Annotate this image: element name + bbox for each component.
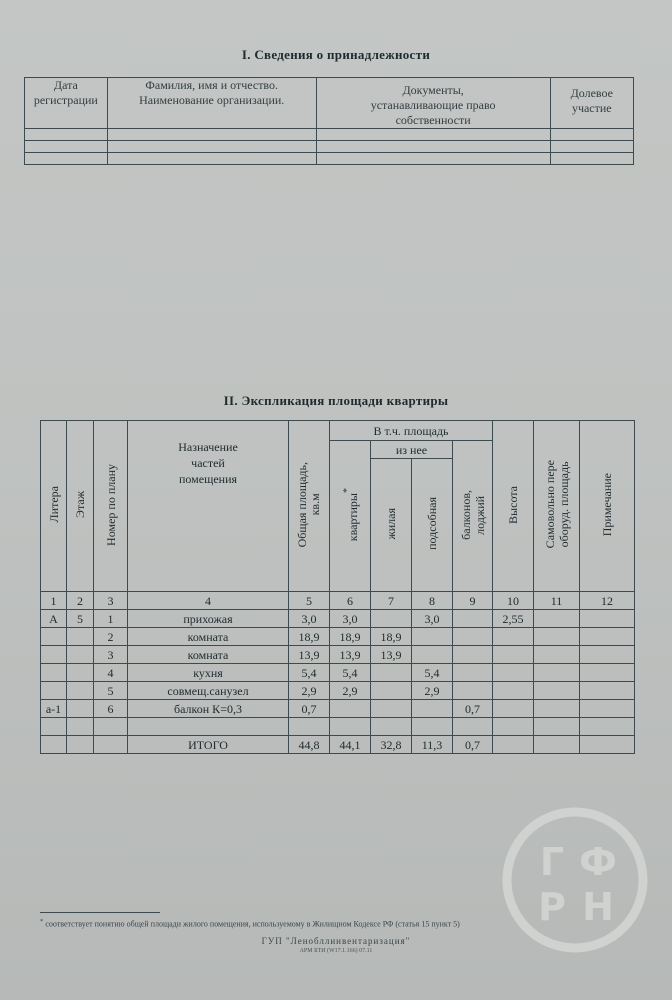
hdr-text — [341, 488, 360, 541]
cell-total: 5,4 — [289, 664, 330, 682]
hdr-line: Документы, — [402, 83, 464, 97]
cell-floor — [67, 628, 94, 646]
cell-name: комната — [128, 646, 289, 664]
hdr-line: Фамилия, имя и отчество. — [145, 78, 279, 92]
cell-height — [493, 664, 534, 682]
hdr-plan-no — [94, 421, 128, 592]
cell-floor: 5 — [67, 610, 94, 628]
col-documents — [316, 78, 550, 129]
hdr-line: Наименование организации. — [139, 93, 285, 107]
hdr-height — [493, 421, 534, 592]
cell-height: 2,55 — [493, 610, 534, 628]
cell-no: 5 — [94, 682, 128, 700]
cell-balc — [453, 610, 493, 628]
col-number: 12 — [580, 592, 635, 610]
cell-height — [493, 700, 534, 718]
cell-balc — [453, 682, 493, 700]
col-share — [550, 78, 633, 129]
total-living: 32,8 — [371, 736, 412, 754]
cell-litera: а-1 — [41, 700, 67, 718]
footnote-mark: * — [40, 918, 44, 925]
hdr-self-reconstructed — [534, 421, 580, 592]
empty-cell — [67, 718, 94, 736]
hdr-total-area — [289, 421, 330, 592]
total-total: 44,8 — [289, 736, 330, 754]
seal-letter: Г — [539, 840, 565, 884]
col-owner-name — [107, 78, 316, 129]
hdr-line: устанавливающие право — [370, 98, 496, 112]
hdr-line: оборуд. площадь — [556, 461, 571, 548]
footnote-divider — [40, 912, 160, 913]
cell-name: совмещ.санузел — [128, 682, 289, 700]
hdr-balconies — [453, 441, 493, 592]
cell-aux: 2,9 — [412, 682, 453, 700]
hdr-floor — [67, 421, 94, 592]
section1-title: I. Сведения о принадлежности — [241, 47, 431, 62]
cell-balc: 0,7 — [453, 700, 493, 718]
empty-cell — [107, 141, 316, 153]
cell-apt — [330, 700, 371, 718]
col-number: 2 — [67, 592, 94, 610]
ownership-table — [24, 77, 634, 165]
cell-litera — [41, 682, 67, 700]
cell-total: 3,0 — [289, 610, 330, 628]
col-number: 5 — [289, 592, 330, 610]
hdr-note — [580, 421, 635, 592]
cell-aux — [412, 646, 453, 664]
cell-self — [534, 664, 580, 682]
cell-aux: 5,4 — [412, 664, 453, 682]
empty-cell — [371, 718, 412, 736]
hdr-line: квартиры — [345, 492, 360, 542]
hdr-text — [543, 460, 571, 548]
cell-no: 1 — [94, 610, 128, 628]
empty-cell — [316, 129, 550, 141]
organization-name: ГУП "Ленобллинвентаризация" — [261, 936, 411, 946]
empty-cell — [41, 736, 67, 754]
cell-height — [493, 628, 534, 646]
empty-cell — [107, 153, 316, 165]
cell-self — [534, 700, 580, 718]
hdr-text — [296, 462, 322, 547]
cell-aux — [412, 628, 453, 646]
cell-living — [371, 682, 412, 700]
empty-cell — [25, 141, 108, 153]
hdr-text — [459, 490, 487, 540]
seal-letter: Н — [582, 885, 614, 929]
footnote — [40, 918, 460, 929]
hdr-line: Долевое — [570, 86, 613, 100]
empty-cell — [453, 718, 493, 736]
empty-cell — [94, 718, 128, 736]
total-balc: 0,7 — [453, 736, 493, 754]
cell-name: комната — [128, 628, 289, 646]
hdr-living — [371, 459, 412, 592]
col-number: 4 — [128, 592, 289, 610]
hdr-apartments — [330, 441, 371, 592]
empty-cell — [330, 718, 371, 736]
cell-living — [371, 664, 412, 682]
watermark-seal-icon — [500, 805, 650, 955]
explication-table — [40, 420, 635, 754]
col-number: 1 — [41, 592, 67, 610]
cell-total: 0,7 — [289, 700, 330, 718]
cell-apt: 13,9 — [330, 646, 371, 664]
hdr-line: помещения — [178, 472, 238, 486]
cell-name: прихожая — [128, 610, 289, 628]
hdr-incl-area: В т.ч. площадь — [330, 421, 493, 441]
table-row — [41, 700, 635, 718]
empty-cell — [67, 736, 94, 754]
empty-cell — [94, 736, 128, 754]
cell-total: 2,9 — [289, 682, 330, 700]
cell-note — [580, 610, 635, 628]
col-reg-date — [25, 78, 108, 129]
empty-cell — [550, 153, 633, 165]
empty-cell — [580, 718, 635, 736]
cell-balc — [453, 664, 493, 682]
empty-cell — [493, 736, 534, 754]
cell-name: кухня — [128, 664, 289, 682]
cell-no: 4 — [94, 664, 128, 682]
total-row — [41, 736, 635, 754]
cell-living: 18,9 — [371, 628, 412, 646]
col-number: 8 — [412, 592, 453, 610]
cell-aux: 3,0 — [412, 610, 453, 628]
blank-row — [41, 718, 635, 736]
hdr-text: Этаж — [73, 491, 87, 518]
table-row — [41, 682, 635, 700]
table-row — [41, 646, 635, 664]
hdr-line: Самовольно пере — [542, 460, 557, 549]
table-row — [41, 610, 635, 628]
cell-floor — [67, 646, 94, 664]
cell-note — [580, 700, 635, 718]
footnote-mark: * — [341, 487, 353, 493]
cell-apt: 18,9 — [330, 628, 371, 646]
cell-no: 6 — [94, 700, 128, 718]
cell-height — [493, 682, 534, 700]
cell-living — [371, 700, 412, 718]
cell-living — [371, 610, 412, 628]
hdr-line: участие — [571, 101, 612, 115]
hdr-line: Общая площадь, — [295, 461, 309, 548]
hdr-text: Номер по плану — [103, 463, 118, 546]
col-number: 11 — [534, 592, 580, 610]
hdr-litera — [41, 421, 67, 592]
section2-title: II. Экспликация площади квартиры — [223, 393, 449, 408]
cell-litera — [41, 628, 67, 646]
col-number: 10 — [493, 592, 534, 610]
hdr-line: частей — [191, 456, 225, 470]
empty-cell — [107, 129, 316, 141]
cell-self — [534, 610, 580, 628]
hdr-purpose — [128, 421, 289, 592]
table-row — [41, 664, 635, 682]
hdr-text: Примечание — [600, 472, 614, 537]
empty-cell — [534, 736, 580, 754]
column-numbers-row — [41, 592, 635, 610]
empty-cell — [289, 718, 330, 736]
cell-aux — [412, 700, 453, 718]
empty-cell — [25, 153, 108, 165]
cell-apt: 5,4 — [330, 664, 371, 682]
total-apt: 44,1 — [330, 736, 371, 754]
cell-floor — [67, 682, 94, 700]
cell-self — [534, 628, 580, 646]
total-aux: 11,3 — [412, 736, 453, 754]
hdr-auxiliary — [412, 459, 453, 592]
col-number: 9 — [453, 592, 493, 610]
hdr-line: Назначение — [178, 440, 238, 454]
cell-total: 18,9 — [289, 628, 330, 646]
seal-letter: Р — [538, 885, 566, 929]
cell-note — [580, 646, 635, 664]
cell-living: 13,9 — [371, 646, 412, 664]
table-row — [41, 628, 635, 646]
empty-cell — [316, 141, 550, 153]
hdr-line: собственности — [395, 113, 471, 127]
cell-note — [580, 682, 635, 700]
empty-cell — [41, 718, 67, 736]
empty-cell — [316, 153, 550, 165]
hdr-line: кв.м — [308, 493, 322, 516]
total-label: ИТОГО — [128, 736, 289, 754]
empty-cell — [550, 129, 633, 141]
hdr-text: подсобная — [425, 497, 439, 550]
hdr-line: лоджий — [472, 495, 487, 534]
hdr-text: жилая — [384, 507, 398, 540]
hdr-line: регистрации — [33, 93, 98, 107]
cell-apt: 3,0 — [330, 610, 371, 628]
col-number: 6 — [330, 592, 371, 610]
col-number: 3 — [94, 592, 128, 610]
cell-balc — [453, 646, 493, 664]
system-code: АРМ БТИ (W17.1.166) 07.11 — [299, 948, 373, 954]
cell-height — [493, 646, 534, 664]
cell-floor — [67, 664, 94, 682]
hdr-text: Высота — [506, 485, 520, 524]
seal-letter: Ф — [579, 840, 617, 884]
cell-no: 2 — [94, 628, 128, 646]
cell-apt: 2,9 — [330, 682, 371, 700]
cell-self — [534, 682, 580, 700]
empty-cell — [550, 141, 633, 153]
empty-cell — [580, 736, 635, 754]
empty-cell — [128, 718, 289, 736]
footnote-text: соответствует понятию общей площади жилого помещения, используемому в Жилищном Кодексе РФ (статья 15 пункт 5) — [45, 919, 460, 929]
hdr-of-which: из нее — [371, 441, 453, 459]
cell-name: балкон К=0,3 — [128, 700, 289, 718]
hdr-text: Литера — [46, 486, 61, 523]
cell-note — [580, 664, 635, 682]
cell-floor — [67, 700, 94, 718]
hdr-line: балконов, — [458, 489, 473, 540]
cell-balc — [453, 628, 493, 646]
cell-total: 13,9 — [289, 646, 330, 664]
cell-no: 3 — [94, 646, 128, 664]
cell-litera — [41, 664, 67, 682]
cell-litera: А — [41, 610, 67, 628]
cell-self — [534, 646, 580, 664]
empty-cell — [412, 718, 453, 736]
empty-cell — [534, 718, 580, 736]
col-number: 7 — [371, 592, 412, 610]
empty-cell — [25, 129, 108, 141]
hdr-line: Дата — [53, 78, 78, 92]
cell-note — [580, 628, 635, 646]
empty-cell — [493, 718, 534, 736]
cell-litera — [41, 646, 67, 664]
